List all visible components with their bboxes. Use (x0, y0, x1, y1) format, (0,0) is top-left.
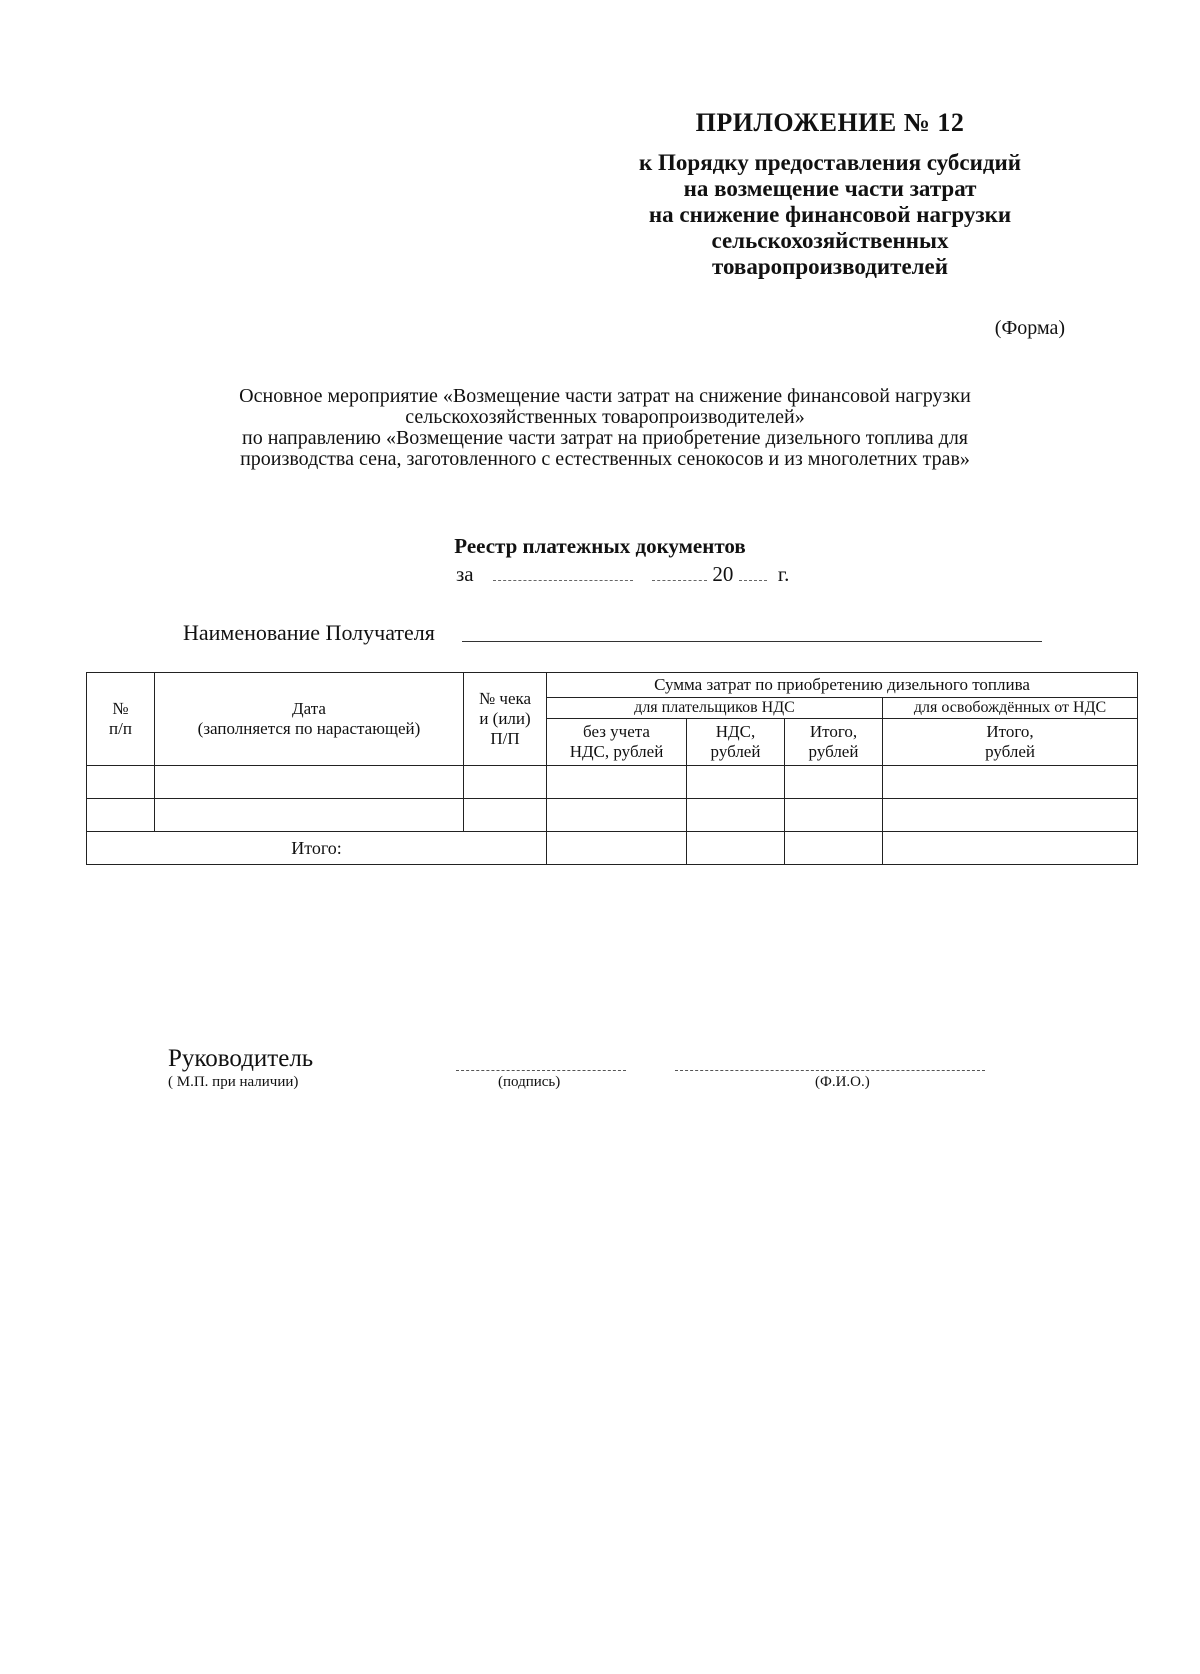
table-cell[interactable] (155, 799, 464, 832)
table-cell[interactable] (687, 832, 785, 865)
table-cell[interactable] (687, 799, 785, 832)
table-cell[interactable] (464, 799, 547, 832)
total-row (87, 832, 1138, 865)
period-day-blank[interactable] (652, 562, 707, 581)
signature-caption: (подпись) (498, 1074, 561, 1090)
table-cell[interactable] (87, 799, 155, 832)
stamp-note: ( М.П. при наличии) (168, 1074, 299, 1090)
subtitle-line: на возмещение части затрат (683, 176, 977, 201)
subgroup-vat-payers: для плательщиков НДС (547, 698, 883, 719)
table-cell[interactable] (883, 766, 1138, 799)
full-name-blank[interactable] (675, 1070, 985, 1071)
appendix-title: ПРИЛОЖЕНИЕ № 12 (695, 108, 965, 137)
table-row (87, 799, 1138, 832)
table-cell[interactable] (785, 832, 883, 865)
registry-title: Реестр платежных документов (454, 534, 746, 558)
table-cell[interactable] (883, 832, 1138, 865)
program-description (150, 386, 1060, 470)
subgroup-vat-exempt: для освобождённых от НДС (883, 698, 1138, 719)
description-line: Основное мероприятие «Возмещение части затрат на снижение финансовой нагрузки (239, 385, 971, 407)
col-header-without-vat: без учета НДС, рублей (547, 719, 687, 766)
col-header-check: № чека и (или) П/П (464, 673, 547, 766)
table-cell[interactable] (785, 766, 883, 799)
recipient-blank[interactable] (462, 641, 1042, 642)
period-prefix: за (456, 562, 474, 586)
subtitle-line: сельскохозяйственных (711, 228, 949, 253)
appendix-subtitle (560, 150, 1100, 280)
total-label: Итого: (87, 832, 547, 865)
period-line (456, 562, 789, 587)
table-cell[interactable] (547, 832, 687, 865)
description-line: сельскохозяйственных товаропроизводителей» (405, 406, 805, 428)
table-cell[interactable] (87, 766, 155, 799)
period-suffix: г. (777, 562, 790, 586)
table-cell[interactable] (785, 799, 883, 832)
recipient-label: Наименование Получателя (183, 620, 435, 645)
table-cell[interactable] (687, 766, 785, 799)
table-cell[interactable] (883, 799, 1138, 832)
col-header-total-exempt: Итого, рублей (883, 719, 1138, 766)
subtitle-line: товаропроизводителей (711, 254, 949, 279)
head-label: Руководитель (168, 1045, 314, 1072)
period-year-blank[interactable] (739, 562, 767, 581)
col-header-date: Дата (заполняется по нарастающей) (155, 673, 464, 766)
form-label: (Форма) (994, 317, 1065, 339)
table-cell[interactable] (464, 766, 547, 799)
subtitle-line: на снижение финансовой нагрузки (648, 202, 1012, 227)
table-row (87, 766, 1138, 799)
description-line: по направлению «Возмещение части затрат на приобретение дизельного топлива для (241, 427, 968, 449)
full-name-caption: (Ф.И.О.) (815, 1074, 870, 1090)
payment-registry-table (86, 672, 1138, 865)
period-month-blank[interactable] (493, 562, 633, 581)
period-year: 20 (712, 562, 734, 586)
col-group-header: Сумма затрат по приобретению дизельного топлива (547, 673, 1138, 698)
table-cell[interactable] (547, 766, 687, 799)
description-line: производства сена, заготовленного с естественных сенокосов и из многолетних трав» (240, 448, 970, 470)
col-header-total-payers: Итого, рублей (785, 719, 883, 766)
col-header-number: № п/п (87, 673, 155, 766)
signature-blank[interactable] (456, 1070, 626, 1071)
table-cell[interactable] (155, 766, 464, 799)
table-cell[interactable] (547, 799, 687, 832)
subtitle-line: к Порядку предоставления субсидий (639, 150, 1021, 175)
col-header-vat: НДС, рублей (687, 719, 785, 766)
